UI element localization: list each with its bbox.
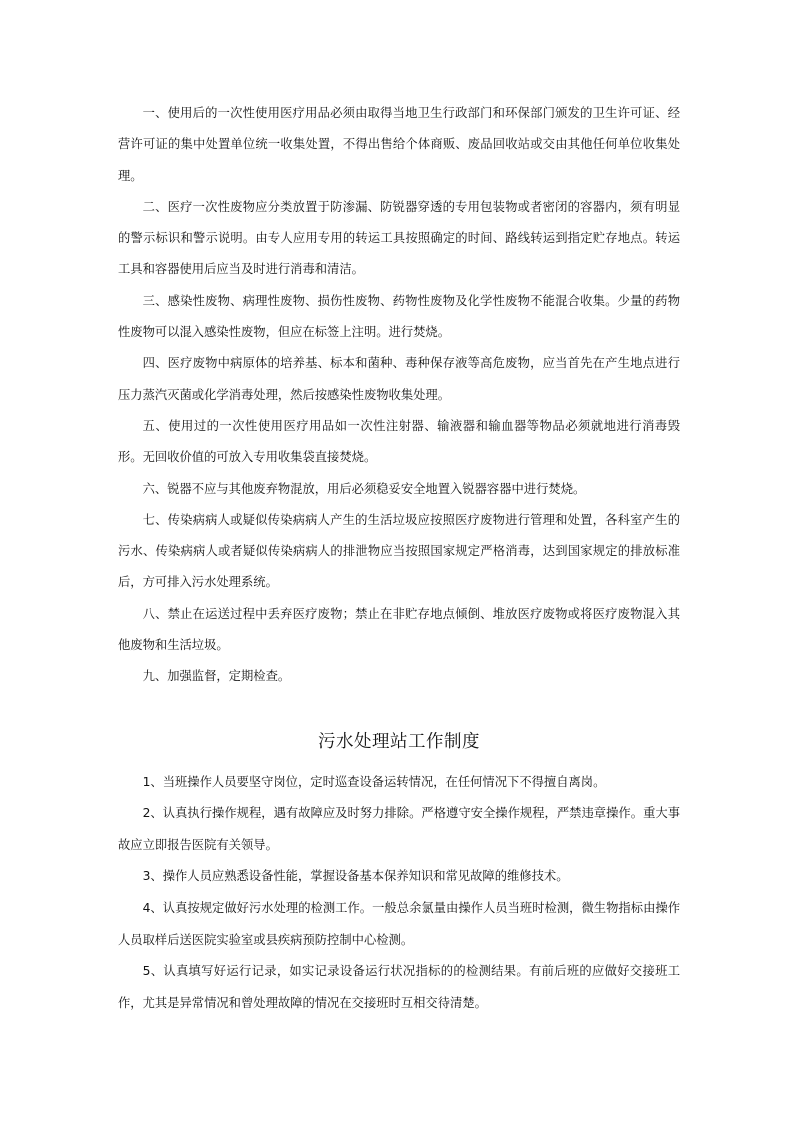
rule-paragraph-7: 七、传染病病人或疑似传染病病人产生的生活垃圾应按照医疗废物进行管理和处置，各科室产生的污水、传染病病人或者疑似传染病病人的排泄物应当按照国家规定严格消毒，达到国家规定的排放标准后，方可排入污水处理系统。 [118, 512, 680, 590]
station-rule-4: 4、认真按规定做好污水处理的检测工作。一般总余氯量由操作人员当班时检测，微生物指标由操作人员取样后送医院实验室或县疾病预防控制中心检测。 [118, 901, 680, 947]
rule-paragraph-2: 二、医疗一次性废物应分类放置于防渗漏、防锐器穿透的专用包装物或者密闭的容器内，须有明显的警示标识和警示说明。由专人应用专用的转运工具按照确定的时间、路线转运到指定贮存地点。转运工具和容器使用后应当及时进行消毒和清洁。 [118, 199, 680, 277]
document-body [118, 98, 680, 1019]
rule-paragraph-9: 九、加强监督，定期检查。 [142, 669, 291, 684]
rule-paragraph-1: 一、使用后的一次性使用医疗用品必须由取得当地卫生行政部门和环保部门颁发的卫生许可证、经营许可证的集中处置单位统一收集处置，不得出售给个体商贩、废品回收站或交由其他任何单位收集处理。 [118, 106, 680, 183]
rule-paragraph-5: 五、使用过的一次性使用医疗用品如一次性注射器、输液器和输血器等物品必须就地进行消毒毁形。无回收价值的可放入专用收集袋直接焚烧。 [118, 418, 680, 465]
station-rule-3: 3、操作人员应熟悉设备性能，掌握设备基本保养知识和常见故障的维修技术。 [142, 869, 569, 884]
rule-paragraph-8: 八、禁止在运送过程中丢弃医疗废物；禁止在非贮存地点倾倒、堆放医疗废物或将医疗废物混入其他废物和生活垃圾。 [118, 606, 680, 653]
sewage-station-rules-section [118, 767, 680, 1020]
station-rule-2: 2、认真执行操作规程，遇有故障应及时努力排除。严格遵守安全操作规程，严禁违章操作。重大事故应立即报告医院有关领导。 [118, 806, 680, 852]
section-title: 污水处理站工作制度 [318, 731, 480, 752]
station-rule-1: 1、当班操作人员要坚守岗位，定时巡查设备运转情况，在任何情况下不得擅自离岗。 [142, 774, 606, 789]
station-rule-5: 5、认真填写好运行记录，如实记录设备运行状况指标的的检测结果。有前后班的应做好交接班工作，尤其是异常情况和曾处理故障的情况在交接班时互相交待清楚。 [118, 964, 680, 1010]
medical-waste-rules-section [118, 98, 680, 693]
rule-paragraph-4: 四、医疗废物中病原体的培养基、标本和菌种、毒种保存液等高危废物，应当首先在产生地点进行压力蒸汽灭菌或化学消毒处理，然后按感染性废物收集处理。 [118, 356, 680, 402]
rule-paragraph-6: 六、锐器不应与其他废弃物混放，用后必须稳妥安全地置入锐器容器中进行焚烧。 [142, 481, 586, 496]
rule-paragraph-3: 三、感染性废物、病理性废物、损伤性废物、药物性废物及化学性废物不能混合收集。少量的药物性废物可以混入感染性废物，但应在标签上注明。进行焚烧。 [118, 293, 680, 340]
